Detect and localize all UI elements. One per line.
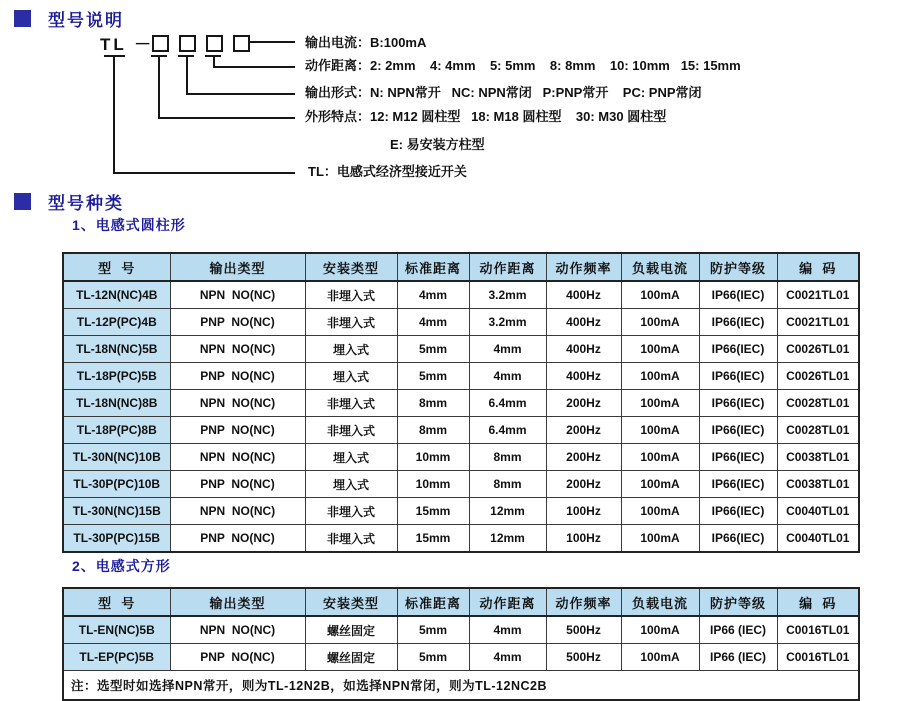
table-row bbox=[63, 444, 859, 471]
table-cell: 100mA bbox=[621, 281, 699, 309]
table-cell: 15mm bbox=[397, 525, 469, 553]
table-cell: 100mA bbox=[621, 498, 699, 525]
table-cell: C0040TL01 bbox=[777, 525, 859, 553]
note-row bbox=[63, 671, 859, 701]
table-cell: 10mm bbox=[397, 444, 469, 471]
table-cell: 100mA bbox=[621, 525, 699, 553]
model-number-cell: TL-EP(PC)5B bbox=[63, 644, 170, 671]
table-cell: 100mA bbox=[621, 616, 699, 644]
table-cell: 埋入式 bbox=[305, 336, 397, 363]
column-header: 负载电流 bbox=[621, 588, 699, 616]
table-row bbox=[63, 417, 859, 444]
table-cell: 100mA bbox=[621, 471, 699, 498]
table-row bbox=[63, 309, 859, 336]
table-cell: 非埋入式 bbox=[305, 309, 397, 336]
table-cell: C0016TL01 bbox=[777, 616, 859, 644]
table-row bbox=[63, 363, 859, 390]
table-cell: 400Hz bbox=[546, 363, 621, 390]
column-header: 型 号 bbox=[63, 253, 170, 281]
table-cell: C0026TL01 bbox=[777, 336, 859, 363]
diagram-row-label: 输出电流： bbox=[305, 35, 371, 50]
table-cell: 200Hz bbox=[546, 417, 621, 444]
diagram-row-shape bbox=[305, 108, 666, 126]
table-cell: 400Hz bbox=[546, 281, 621, 309]
table-cell: 4mm bbox=[469, 336, 546, 363]
table-cell: C0038TL01 bbox=[777, 471, 859, 498]
table-cell: IP66(IEC) bbox=[699, 336, 777, 363]
table-cell: 8mm bbox=[397, 390, 469, 417]
section-title: 型号说明 bbox=[48, 11, 124, 30]
table-cell: PNP NO(NC) bbox=[170, 471, 305, 498]
table-cell: IP66(IEC) bbox=[699, 471, 777, 498]
table-cell: 200Hz bbox=[546, 471, 621, 498]
table-cell: 非埋入式 bbox=[305, 525, 397, 553]
table-cell: 6.4mm bbox=[469, 390, 546, 417]
table-cell: 100mA bbox=[621, 417, 699, 444]
code-box-4 bbox=[233, 35, 250, 52]
diagram-row-value: 2: 2mm 4: 4mm 5: 5mm 8: 8mm 10: 10mm 15: 15mm bbox=[370, 58, 741, 73]
subheading-square: 2、电感式方形 bbox=[72, 558, 171, 574]
column-header: 编 码 bbox=[777, 253, 859, 281]
diagram-row-label: 动作距离： bbox=[305, 58, 371, 73]
table-cell: 5mm bbox=[397, 644, 469, 671]
column-header: 负载电流 bbox=[621, 253, 699, 281]
table-cell: PNP NO(NC) bbox=[170, 309, 305, 336]
table-cell: 非埋入式 bbox=[305, 281, 397, 309]
table-cell: PNP NO(NC) bbox=[170, 417, 305, 444]
table-cell: NPN NO(NC) bbox=[170, 444, 305, 471]
table-cell: NPN NO(NC) bbox=[170, 616, 305, 644]
table-cell: 12mm bbox=[469, 498, 546, 525]
table-cell: 4mm bbox=[469, 616, 546, 644]
table-note: 注：选型时如选择NPN常开，则为TL-12N2B，如选择NPN常闭，则为TL-12NC2B bbox=[63, 671, 859, 701]
table-cell: 200Hz bbox=[546, 444, 621, 471]
table-cell: 100Hz bbox=[546, 525, 621, 553]
model-number-cell: TL-EN(NC)5B bbox=[63, 616, 170, 644]
column-header: 型 号 bbox=[63, 588, 170, 616]
table-row bbox=[63, 616, 859, 644]
column-header: 标准距离 bbox=[397, 253, 469, 281]
table-cell: C0040TL01 bbox=[777, 498, 859, 525]
table-cell: C0026TL01 bbox=[777, 363, 859, 390]
code-box-1 bbox=[152, 35, 169, 52]
model-number-cell: TL-18N(NC)5B bbox=[63, 336, 170, 363]
connector-line bbox=[158, 117, 295, 119]
table-cell: 4mm bbox=[469, 363, 546, 390]
table-cell: 5mm bbox=[397, 336, 469, 363]
table-row bbox=[63, 336, 859, 363]
code-box-2 bbox=[179, 35, 196, 52]
table-row bbox=[63, 281, 859, 309]
table-cell: 4mm bbox=[469, 644, 546, 671]
table-cell: 100mA bbox=[621, 363, 699, 390]
column-header: 动作频率 bbox=[546, 253, 621, 281]
table-cell: PNP NO(NC) bbox=[170, 363, 305, 390]
diagram-row-output-type bbox=[305, 84, 702, 102]
table-cell: 500Hz bbox=[546, 644, 621, 671]
connector-line bbox=[113, 172, 295, 174]
table-cell: 螺丝固定 bbox=[305, 644, 397, 671]
table-cell: 100mA bbox=[621, 336, 699, 363]
table-cell: 6.4mm bbox=[469, 417, 546, 444]
table-cell: 3.2mm bbox=[469, 309, 546, 336]
model-number-cell: TL-18P(PC)5B bbox=[63, 363, 170, 390]
table-cell: 15mm bbox=[397, 498, 469, 525]
table-cell: 埋入式 bbox=[305, 471, 397, 498]
table-cell: IP66 (IEC) bbox=[699, 644, 777, 671]
diagram-row-sensing-distance bbox=[305, 57, 741, 75]
table-cell: 非埋入式 bbox=[305, 498, 397, 525]
table-cell: IP66 (IEC) bbox=[699, 616, 777, 644]
column-header: 防护等级 bbox=[699, 588, 777, 616]
model-number-cell: TL-30N(NC)10B bbox=[63, 444, 170, 471]
table-cell: C0028TL01 bbox=[777, 417, 859, 444]
column-header: 动作频率 bbox=[546, 588, 621, 616]
table-cell: 埋入式 bbox=[305, 444, 397, 471]
table-cell: 10mm bbox=[397, 471, 469, 498]
model-prefix: TL － bbox=[100, 35, 155, 54]
table-cell: 埋入式 bbox=[305, 363, 397, 390]
table-cell: 100Hz bbox=[546, 498, 621, 525]
section-bullet-icon bbox=[14, 10, 31, 27]
table-cell: NPN NO(NC) bbox=[170, 498, 305, 525]
diagram-row-value: TL：电感式经济型接近开关 bbox=[308, 164, 467, 179]
diagram-row-label: 外形特点： bbox=[305, 109, 371, 124]
table-cell: C0028TL01 bbox=[777, 390, 859, 417]
table-cell: 200Hz bbox=[546, 390, 621, 417]
column-header: 标准距离 bbox=[397, 588, 469, 616]
connector-line bbox=[113, 55, 115, 174]
model-number-cell: TL-30N(NC)15B bbox=[63, 498, 170, 525]
column-header: 编 码 bbox=[777, 588, 859, 616]
diagram-row-value: B:100mA bbox=[370, 35, 427, 50]
table-cell: 4mm bbox=[397, 309, 469, 336]
diagram-row-value: N: NPN常开 NC: NPN常闭 P:PNP常开 PC: PNP常闭 bbox=[370, 85, 702, 100]
code-box-3 bbox=[206, 35, 223, 52]
table-cell: PNP NO(NC) bbox=[170, 644, 305, 671]
square-models-table bbox=[62, 587, 860, 701]
table-cell: 非埋入式 bbox=[305, 417, 397, 444]
table-cell: IP66(IEC) bbox=[699, 390, 777, 417]
table-cell: 3.2mm bbox=[469, 281, 546, 309]
section-bullet-icon bbox=[14, 193, 31, 210]
column-header: 输出类型 bbox=[170, 253, 305, 281]
table-cell: 500Hz bbox=[546, 616, 621, 644]
table-cell: 螺丝固定 bbox=[305, 616, 397, 644]
model-number-cell: TL-30P(PC)15B bbox=[63, 525, 170, 553]
column-header: 输出类型 bbox=[170, 588, 305, 616]
connector-line bbox=[186, 93, 295, 95]
diagram-row-shape-extra bbox=[390, 136, 485, 154]
table-row bbox=[63, 525, 859, 553]
diagram-row-label: 输出形式： bbox=[305, 85, 371, 100]
table-cell: 5mm bbox=[397, 616, 469, 644]
table-cell: NPN NO(NC) bbox=[170, 281, 305, 309]
table-cell: IP66(IEC) bbox=[699, 309, 777, 336]
column-header: 安装类型 bbox=[305, 588, 397, 616]
table-cell: IP66(IEC) bbox=[699, 525, 777, 553]
table-cell: 非埋入式 bbox=[305, 390, 397, 417]
model-number-cell: TL-12P(PC)4B bbox=[63, 309, 170, 336]
table-cell: IP66(IEC) bbox=[699, 281, 777, 309]
table-cell: 8mm bbox=[469, 471, 546, 498]
table-header-row bbox=[63, 253, 859, 281]
table-cell: 8mm bbox=[469, 444, 546, 471]
connector-line bbox=[213, 66, 295, 68]
table-cell: IP66(IEC) bbox=[699, 498, 777, 525]
diagram-row-value: E: 易安装方柱型 bbox=[390, 137, 485, 152]
table-cell: C0021TL01 bbox=[777, 309, 859, 336]
table-cell: 4mm bbox=[397, 281, 469, 309]
table-cell: 12mm bbox=[469, 525, 546, 553]
connector-line bbox=[250, 41, 295, 43]
table-cell: IP66(IEC) bbox=[699, 363, 777, 390]
column-header: 安装类型 bbox=[305, 253, 397, 281]
diagram-row-value: 12: M12 圆柱型 18: M18 圆柱型 30: M30 圆柱型 bbox=[370, 109, 667, 124]
table-cell: 5mm bbox=[397, 363, 469, 390]
table-cell: IP66(IEC) bbox=[699, 417, 777, 444]
cylindrical-models-table bbox=[62, 252, 860, 553]
model-number-cell: TL-18N(NC)8B bbox=[63, 390, 170, 417]
table-header-row bbox=[63, 588, 859, 616]
model-code-diagram bbox=[0, 28, 900, 188]
table-cell: 400Hz bbox=[546, 309, 621, 336]
table-row bbox=[63, 644, 859, 671]
table-cell: 100mA bbox=[621, 390, 699, 417]
table-row bbox=[63, 498, 859, 525]
table-row bbox=[63, 471, 859, 498]
model-number-cell: TL-30P(PC)10B bbox=[63, 471, 170, 498]
column-header: 动作距离 bbox=[469, 253, 546, 281]
connector-line bbox=[158, 55, 160, 119]
table-cell: 100mA bbox=[621, 644, 699, 671]
table-cell: NPN NO(NC) bbox=[170, 390, 305, 417]
table-cell: PNP NO(NC) bbox=[170, 525, 305, 553]
column-header: 动作距离 bbox=[469, 588, 546, 616]
table-cell: C0021TL01 bbox=[777, 281, 859, 309]
table-cell: 8mm bbox=[397, 417, 469, 444]
model-number-cell: TL-12N(NC)4B bbox=[63, 281, 170, 309]
model-number-cell: TL-18P(PC)8B bbox=[63, 417, 170, 444]
table-row bbox=[63, 390, 859, 417]
section-header-model-types bbox=[14, 189, 124, 214]
table-cell: 400Hz bbox=[546, 336, 621, 363]
column-header: 防护等级 bbox=[699, 253, 777, 281]
table-cell: NPN NO(NC) bbox=[170, 336, 305, 363]
table-cell: C0038TL01 bbox=[777, 444, 859, 471]
diagram-row-series bbox=[308, 163, 467, 181]
table-cell: 100mA bbox=[621, 309, 699, 336]
diagram-row-output-current bbox=[305, 34, 426, 52]
table-cell: C0016TL01 bbox=[777, 644, 859, 671]
table-cell: IP66(IEC) bbox=[699, 444, 777, 471]
connector-line bbox=[186, 55, 188, 95]
subheading-cylindrical: 1、电感式圆柱形 bbox=[72, 217, 186, 233]
table-cell: 100mA bbox=[621, 444, 699, 471]
section-title: 型号种类 bbox=[48, 194, 124, 213]
